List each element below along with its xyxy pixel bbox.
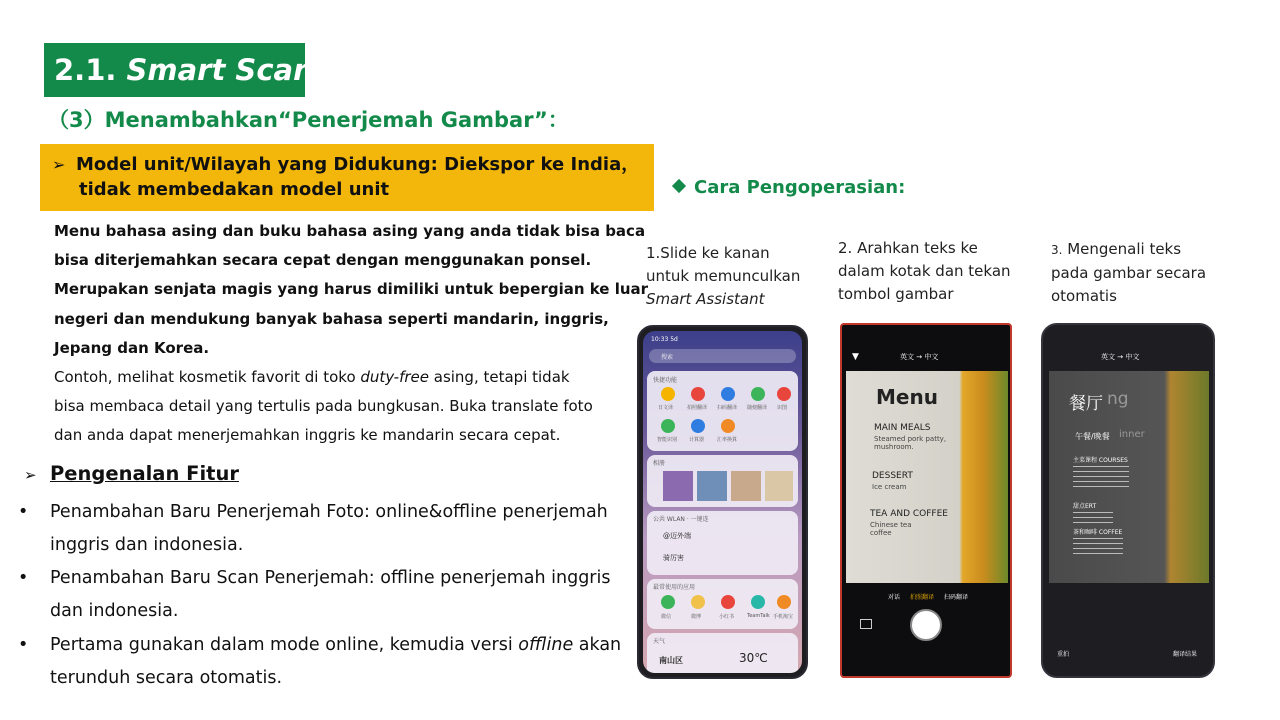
menu-section-desc: Chinese tea coffee xyxy=(870,521,912,537)
wlan-card xyxy=(647,511,798,575)
wifi-name[interactable]: @迈外端 xyxy=(663,532,691,540)
step-text: tombol gambar xyxy=(838,285,954,303)
xiaohongshu-icon[interactable] xyxy=(721,595,735,609)
app-label: 智能识别 xyxy=(657,437,678,443)
bullet-dot-icon: • xyxy=(18,635,29,655)
models-line-1 xyxy=(52,152,644,177)
feature-text-part: Pertama gunakan dalam mode online, kemudia versi xyxy=(50,635,519,655)
app-icon[interactable] xyxy=(691,387,705,401)
desc-emphasis: duty-free xyxy=(360,368,429,387)
menu-section-name: DESSERT xyxy=(872,471,913,481)
menu-section-desc: Ice cream xyxy=(872,483,907,491)
step-text: otomatis xyxy=(1051,287,1117,305)
result-text-block xyxy=(1073,538,1123,556)
desc-text: asing, tetapi tidak xyxy=(428,368,570,387)
title-number: 2.1. xyxy=(54,53,117,87)
phone1-screen xyxy=(643,331,802,673)
frequent-apps-card xyxy=(647,579,798,629)
mode-tab[interactable]: 对话 xyxy=(888,594,901,601)
app-icon[interactable] xyxy=(751,387,765,401)
menu-section-name: TEA AND COFFEE xyxy=(870,509,948,519)
weather-city: 南山区 xyxy=(659,656,683,665)
desc-line: bisa membaca detail yang tertulis pada bungkusan. Buka translate foto xyxy=(54,397,593,416)
desc-line: Jepang dan Korea. xyxy=(54,338,210,357)
app-icon[interactable] xyxy=(691,419,705,433)
step-text-part: Mengenali teks xyxy=(1062,240,1182,258)
shortcuts-title: 快捷功能 xyxy=(653,377,678,384)
result-text-block xyxy=(1073,512,1113,524)
taobao-icon[interactable] xyxy=(777,595,791,609)
step-text: dalam kotak dan tekan xyxy=(838,262,1011,280)
app-label: 随便翻译 xyxy=(747,405,768,411)
models-line-2: tidak membedakan model unit xyxy=(79,179,390,200)
feature-text xyxy=(18,629,638,662)
app-icon[interactable] xyxy=(777,387,791,401)
operation-heading-text: Cara Pengoperasian: xyxy=(694,177,906,198)
result-row: 主菜课程 COURSES xyxy=(1073,457,1128,464)
teamtalk-icon[interactable] xyxy=(751,595,765,609)
photo-thumbnail[interactable] xyxy=(697,471,727,501)
feature-text: terunduh secara otomatis. xyxy=(50,668,283,688)
translated-title: 餐厅 xyxy=(1069,394,1103,414)
language-selector[interactable]: 英文 → 中文 xyxy=(1101,353,1140,361)
wifi-name[interactable]: 骑厉害 xyxy=(663,554,684,562)
app-label: 计算器 xyxy=(689,437,705,443)
result-viewfinder xyxy=(1049,371,1209,583)
mode-tab-active[interactable]: 拍照翻译 xyxy=(910,594,935,601)
shortcuts-card xyxy=(647,371,798,451)
weather-temp: 30℃ xyxy=(739,651,768,665)
weather-card xyxy=(647,633,798,673)
app-label: 识图 xyxy=(777,405,788,411)
desc-line: Menu bahasa asing dan buku bahasa asing yang anda tidak bisa baca xyxy=(54,222,646,240)
app-label: 微信 xyxy=(661,614,672,620)
section-subtitle: （3）Menambahkan“Penerjemah Gambar”： xyxy=(48,108,569,132)
menu-title: Menu xyxy=(876,385,938,409)
result-row: 甜点ERT xyxy=(1073,503,1097,510)
features-heading-text: Pengenalan Fitur xyxy=(50,462,239,485)
original-subtitle: inner xyxy=(1119,429,1145,440)
desc-line: Merupakan senjata magis yang harus dimiliki untuk bepergian ke luar xyxy=(54,280,649,299)
features-heading xyxy=(24,462,239,485)
step-text: 1.Slide ke kanan xyxy=(646,244,770,262)
album-title: 相册 xyxy=(653,460,666,467)
original-title: ng xyxy=(1107,389,1129,409)
feature-text: Penambahan Baru Penerjemah Foto: online&offline penerjemah xyxy=(50,502,608,522)
phone-camera-translate xyxy=(840,323,1012,678)
bullet-dot-icon: • xyxy=(18,502,29,522)
app-icon[interactable] xyxy=(721,419,735,433)
feature-text: dan indonesia. xyxy=(50,601,179,621)
step-number: 3. xyxy=(1051,243,1063,257)
description xyxy=(54,217,649,451)
frequent-title: 最常使用的应用 xyxy=(653,584,696,591)
app-icon[interactable] xyxy=(661,387,675,401)
desc-text: Contoh, melihat kosmetik favorit di toko xyxy=(54,368,361,387)
retake-button[interactable]: 重拍 xyxy=(1057,651,1070,658)
step-text: Smart Assistant xyxy=(646,290,765,308)
phone-smart-assistant xyxy=(637,325,808,679)
photo-thumbnail[interactable] xyxy=(765,471,793,501)
feature-bullet xyxy=(18,496,638,562)
status-time: 10:33 5d xyxy=(651,336,678,343)
weather-title: 天气 xyxy=(653,638,666,645)
desc-line: bisa diterjemahkan secara cepat dengan menggunakan ponsel. xyxy=(54,251,592,270)
phone-result xyxy=(1041,323,1215,678)
desc-line: negeri dan mendukung banyak bahasa seperti mandarin, inggris, xyxy=(54,309,609,328)
photo-thumbnail[interactable] xyxy=(663,471,693,501)
app-label: 微博 xyxy=(691,614,702,620)
gallery-icon[interactable] xyxy=(860,619,872,629)
step-text: pada gambar secara xyxy=(1051,264,1207,282)
flashlight-icon[interactable]: ▼ xyxy=(852,352,859,362)
search-bar[interactable] xyxy=(649,349,796,363)
app-label: 手机淘宝 xyxy=(773,614,794,620)
title-name: Smart Scan xyxy=(126,53,314,87)
app-icon[interactable] xyxy=(721,387,735,401)
feature-bullet xyxy=(18,562,638,628)
step-3 xyxy=(1051,238,1206,308)
result-text-block xyxy=(1073,466,1129,488)
diamond-bullet-icon xyxy=(672,179,686,193)
desc-line xyxy=(54,363,614,392)
step-text: untuk memunculkan xyxy=(646,267,801,285)
feature-bullet xyxy=(18,629,638,695)
feature-text: inggris dan indonesia. xyxy=(50,535,244,555)
app-label: 日文译 xyxy=(658,405,674,411)
language-selector[interactable]: 英文 → 中文 xyxy=(900,353,939,361)
feature-emphasis: offline xyxy=(518,635,574,655)
feature-text: Penambahan Baru Scan Penerjemah: offline penerjemah inggris xyxy=(50,568,611,588)
wlan-title: 公共 WLAN · 一键连 xyxy=(653,516,709,523)
bullet-dot-icon: • xyxy=(18,568,29,588)
translated-subtitle: 午餐/晚餐 xyxy=(1075,432,1110,441)
arrow-bullet-icon: ➢ xyxy=(24,466,37,484)
weibo-icon[interactable] xyxy=(691,595,705,609)
supported-models-box xyxy=(40,144,654,211)
desc-line: dan anda dapat menerjemahkan inggris ke mandarin secara cepat. xyxy=(54,426,561,445)
arrow-bullet-icon: ➢ xyxy=(52,155,66,174)
app-label: 扫码翻译 xyxy=(717,405,738,411)
camera-viewfinder xyxy=(846,371,1008,583)
page-title xyxy=(44,43,314,97)
shutter-button[interactable] xyxy=(910,609,942,641)
result-button[interactable]: 翻译结果 xyxy=(1173,651,1198,658)
app-icon[interactable] xyxy=(661,419,675,433)
step-text: 2. Arahkan teks ke xyxy=(838,239,978,257)
app-label: 小红书 xyxy=(719,614,735,620)
wechat-icon[interactable] xyxy=(661,595,675,609)
album-card xyxy=(647,455,798,507)
photo-thumbnail[interactable] xyxy=(731,471,761,501)
mode-tab[interactable]: 扫码翻译 xyxy=(944,594,969,601)
app-label: TeamTalk xyxy=(747,613,770,619)
step-text xyxy=(1051,238,1206,262)
menu-section-desc: Steamed pork patty, mushroom. xyxy=(874,435,947,451)
feature-text-part: akan xyxy=(573,635,622,655)
search-placeholder: 搜索 xyxy=(661,354,674,361)
app-label: 汇率换算 xyxy=(717,437,738,443)
step-1 xyxy=(646,242,800,311)
models-text-1: Model unit/Wilayah yang Didukung: Diekspor ke India， xyxy=(76,154,640,175)
app-label: 拍照翻译 xyxy=(687,405,708,411)
step-2 xyxy=(838,237,1011,306)
result-row: 茶和咖啡 COFFEE xyxy=(1073,529,1123,536)
operation-heading xyxy=(672,177,905,198)
menu-section-name: MAIN MEALS xyxy=(874,423,931,433)
